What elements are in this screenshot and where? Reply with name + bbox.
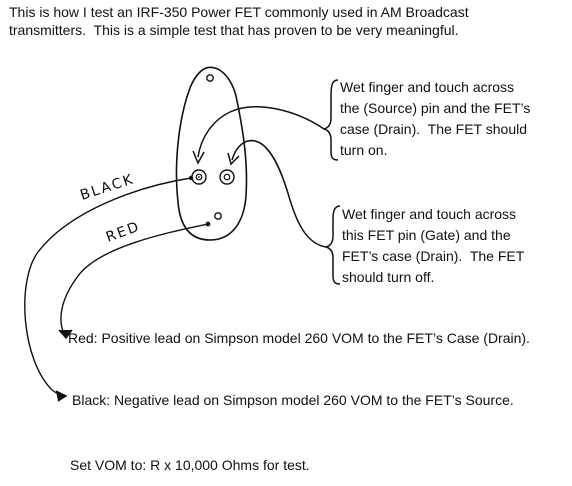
gate-pin [220, 170, 234, 184]
black-lead-clip [189, 176, 193, 180]
black-lead-note: Black: Negative lead on Simpson model 260 VOM to the FET’s Source. [72, 392, 514, 408]
red-lead-label: RED [103, 218, 143, 246]
top-annotation-brace [324, 80, 338, 160]
top-annotation-line-2: the (Source) pin and the FET’s [340, 100, 531, 116]
vom-setting-note: Set VOM to: R x 10,000 Ohms for test. [70, 457, 310, 473]
red-lead-clip [206, 222, 211, 227]
bottom-mounting-hole [215, 213, 221, 219]
black-lead-wire [25, 178, 191, 396]
top-annotation-line-1: Wet finger and touch across [340, 79, 515, 95]
source-pointer-line [198, 107, 324, 157]
fet-case-outline [177, 67, 247, 240]
red-lead-note: Red: Positive lead on Simpson model 260 VOM to the FET’s Case (Drain). [68, 330, 530, 346]
top-annotation-line-3: case (Drain). The FET should [340, 121, 528, 137]
bottom-annotation-line-2: this FET pin (Gate) and the [342, 227, 511, 243]
bottom-annotation-line-3: FET’s case (Drain). The FET [342, 248, 525, 264]
top-annotation-line-4: turn on. [340, 142, 388, 158]
bottom-annotation-line-1: Wet finger and touch across [342, 206, 517, 222]
bottom-annotation-brace [326, 206, 340, 284]
top-mounting-hole [207, 75, 213, 81]
bottom-annotation-line-4: should turn off. [342, 269, 435, 285]
red-lead-wire [61, 224, 208, 334]
intro-line-1: This is how I test an IRF-350 Power FET commonly used in AM Broadcast [9, 4, 469, 20]
source-pin [192, 170, 206, 184]
black-lead-label: BLACK [78, 171, 137, 204]
black-lead-arrowhead [56, 391, 66, 401]
intro-line-2: transmitters. This is a simple test that has proven to be very meaningful. [9, 22, 459, 38]
